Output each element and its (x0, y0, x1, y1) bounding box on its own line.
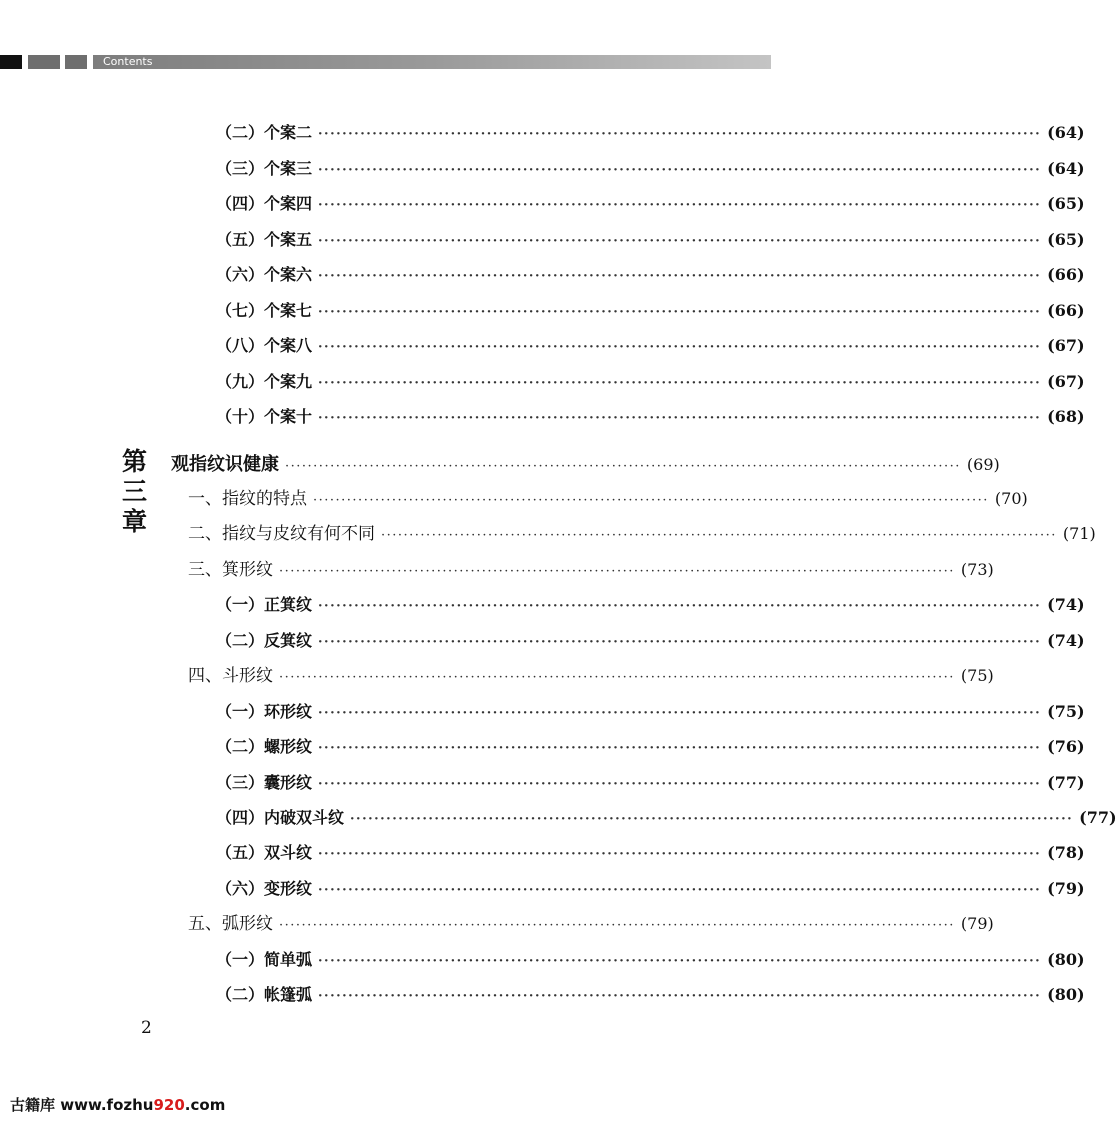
page-number: 2 (141, 1018, 152, 1038)
toc-entry-page: (80) (1047, 950, 1085, 969)
toc-entry-label: （四）内破双斗纹 (216, 808, 345, 827)
leader-dots: ························································································································ (318, 883, 1042, 898)
toc-entry-page: (73) (960, 560, 994, 579)
toc-entry[interactable] (216, 402, 1085, 432)
toc-entry-page: (65) (1047, 194, 1085, 213)
toc-entry-label: 四、斗形纹 (188, 666, 273, 686)
toc-entry[interactable] (188, 555, 994, 585)
toc-entry-page: (64) (1047, 159, 1085, 178)
toc-entry-label: （二）螺形纹 (216, 737, 313, 756)
leader-dots: ························································································································ (318, 954, 1042, 969)
toc-entry[interactable] (188, 484, 1028, 514)
toc-entry-page: (74) (1047, 595, 1085, 614)
toc-entry-page: (77) (1079, 808, 1117, 827)
toc-entry-label: 一、指纹的特点 (188, 489, 307, 509)
toc-entry-page: (68) (1047, 407, 1085, 426)
header-block (28, 55, 60, 69)
leader-dots: ························································································································ (318, 989, 1042, 1004)
leader-dots: ························································································································ (318, 706, 1042, 721)
toc-entry-page: (66) (1047, 301, 1085, 320)
leader-dots: ························································································································ (381, 528, 1057, 543)
leader-dots: ························································································································ (318, 127, 1042, 142)
toc-entry-page: (74) (1047, 631, 1085, 650)
toc-entry-page: (77) (1047, 773, 1085, 792)
toc-entry-label: （一）简单弧 (216, 950, 313, 969)
toc-entry-page: (76) (1047, 737, 1085, 756)
watermark-url-suffix: .com (184, 1096, 226, 1114)
toc-entry-page: (66) (1047, 265, 1085, 284)
toc-entry-page: (79) (960, 914, 994, 933)
toc-entry-label: （七）个案七 (216, 301, 313, 320)
toc-entry-page: (65) (1047, 230, 1085, 249)
toc-entry[interactable] (216, 980, 1085, 1010)
toc-entry-label: （三）个案三 (216, 159, 313, 178)
toc-entry-page: (75) (960, 666, 994, 685)
toc-entry-page: (75) (1047, 702, 1085, 721)
header-title: Contents (93, 55, 771, 69)
toc-entry[interactable] (188, 909, 994, 939)
toc-entry[interactable] (216, 768, 1085, 798)
toc-entry[interactable] (216, 838, 1085, 868)
leader-dots: ························································································································ (318, 340, 1042, 355)
toc-entry-label: （二）个案二 (216, 123, 313, 142)
toc-entry-page: (79) (1047, 879, 1085, 898)
toc-entry-page: (64) (1047, 123, 1085, 142)
toc-entry[interactable] (216, 118, 1085, 148)
leader-dots: ························································································································ (318, 599, 1042, 614)
toc-entry[interactable] (216, 331, 1085, 361)
toc-entry-label: （二）帐篷弧 (216, 985, 313, 1004)
leader-dots: ························································································································ (318, 198, 1042, 213)
toc-entry[interactable] (216, 590, 1085, 620)
toc-entry-page: (69) (966, 455, 1000, 474)
toc-entry-label: 三、箕形纹 (188, 560, 273, 580)
toc-entry[interactable] (216, 874, 1085, 904)
toc-entry-label: （五）个案五 (216, 230, 313, 249)
toc-entry-page: (67) (1047, 372, 1085, 391)
toc-entry-page: (80) (1047, 985, 1085, 1004)
leader-dots: ························································································································ (318, 234, 1042, 249)
leader-dots: ························································································································ (318, 847, 1042, 862)
leader-dots: ························································································································ (350, 812, 1074, 827)
toc-entry-label: （四）个案四 (216, 194, 313, 213)
leader-dots: ························································································································ (279, 918, 955, 933)
leader-dots: ························································································································ (279, 670, 955, 685)
toc-entry-page: (78) (1047, 843, 1085, 862)
toc-entry[interactable] (216, 626, 1085, 656)
watermark (10, 1094, 225, 1115)
toc-entry-page: (71) (1062, 524, 1096, 543)
watermark-site-name: 古籍库 (10, 1096, 56, 1114)
toc-entry-page: (70) (994, 489, 1028, 508)
leader-dots: ························································································································ (318, 411, 1042, 426)
toc-entry-label: （八）个案八 (216, 336, 313, 355)
toc-entry-page: (67) (1047, 336, 1085, 355)
toc-entry[interactable] (216, 225, 1085, 255)
header-bar (0, 55, 771, 69)
toc-entry[interactable] (216, 154, 1085, 184)
toc-entry-label: （六）个案六 (216, 265, 313, 284)
toc-entry-label: （六）变形纹 (216, 879, 313, 898)
toc-entry[interactable] (216, 367, 1085, 397)
leader-dots: ························································································································ (318, 163, 1042, 178)
leader-dots: ························································································································ (318, 376, 1042, 391)
toc-entry-label: （九）个案九 (216, 372, 313, 391)
toc-entry[interactable] (216, 803, 1117, 833)
toc-entry[interactable] (188, 519, 1096, 549)
header-block (65, 55, 87, 69)
toc-entry[interactable] (216, 189, 1085, 219)
toc-entry[interactable] (216, 945, 1085, 975)
chapter-title: 观指纹识健康 (171, 454, 280, 475)
toc-entry[interactable] (188, 661, 994, 691)
leader-dots: ························································································································ (318, 777, 1042, 792)
toc-entry[interactable] (216, 732, 1085, 762)
leader-dots: ························································································································ (285, 459, 961, 474)
leader-dots: ························································································································ (313, 493, 989, 508)
toc-entry-label: （三）囊形纹 (216, 773, 313, 792)
toc-entry-label: （十）个案十 (216, 407, 313, 426)
leader-dots: ························································································································ (318, 305, 1042, 320)
toc-entry[interactable] (216, 260, 1085, 290)
header-block (0, 55, 22, 69)
leader-dots: ························································································································ (318, 741, 1042, 756)
watermark-url-prefix: www.fozhu (60, 1096, 154, 1114)
leader-dots: ························································································································ (318, 269, 1042, 284)
toc-entry-label: （二）反箕纹 (216, 631, 313, 650)
chapter-number: 第三章 (122, 447, 148, 536)
toc-entry-label: （一）环形纹 (216, 702, 313, 721)
toc-entry-label: （一）正箕纹 (216, 595, 313, 614)
toc-entry-label: 二、指纹与皮纹有何不同 (188, 524, 375, 544)
toc-entry-label: 五、弧形纹 (188, 914, 273, 934)
watermark-url-number: 920 (153, 1096, 185, 1114)
toc-entry[interactable] (216, 296, 1085, 326)
leader-dots: ························································································································ (279, 564, 955, 579)
leader-dots: ························································································································ (318, 635, 1042, 650)
toc-entry-label: （五）双斗纹 (216, 843, 313, 862)
toc-entry[interactable] (216, 697, 1085, 727)
